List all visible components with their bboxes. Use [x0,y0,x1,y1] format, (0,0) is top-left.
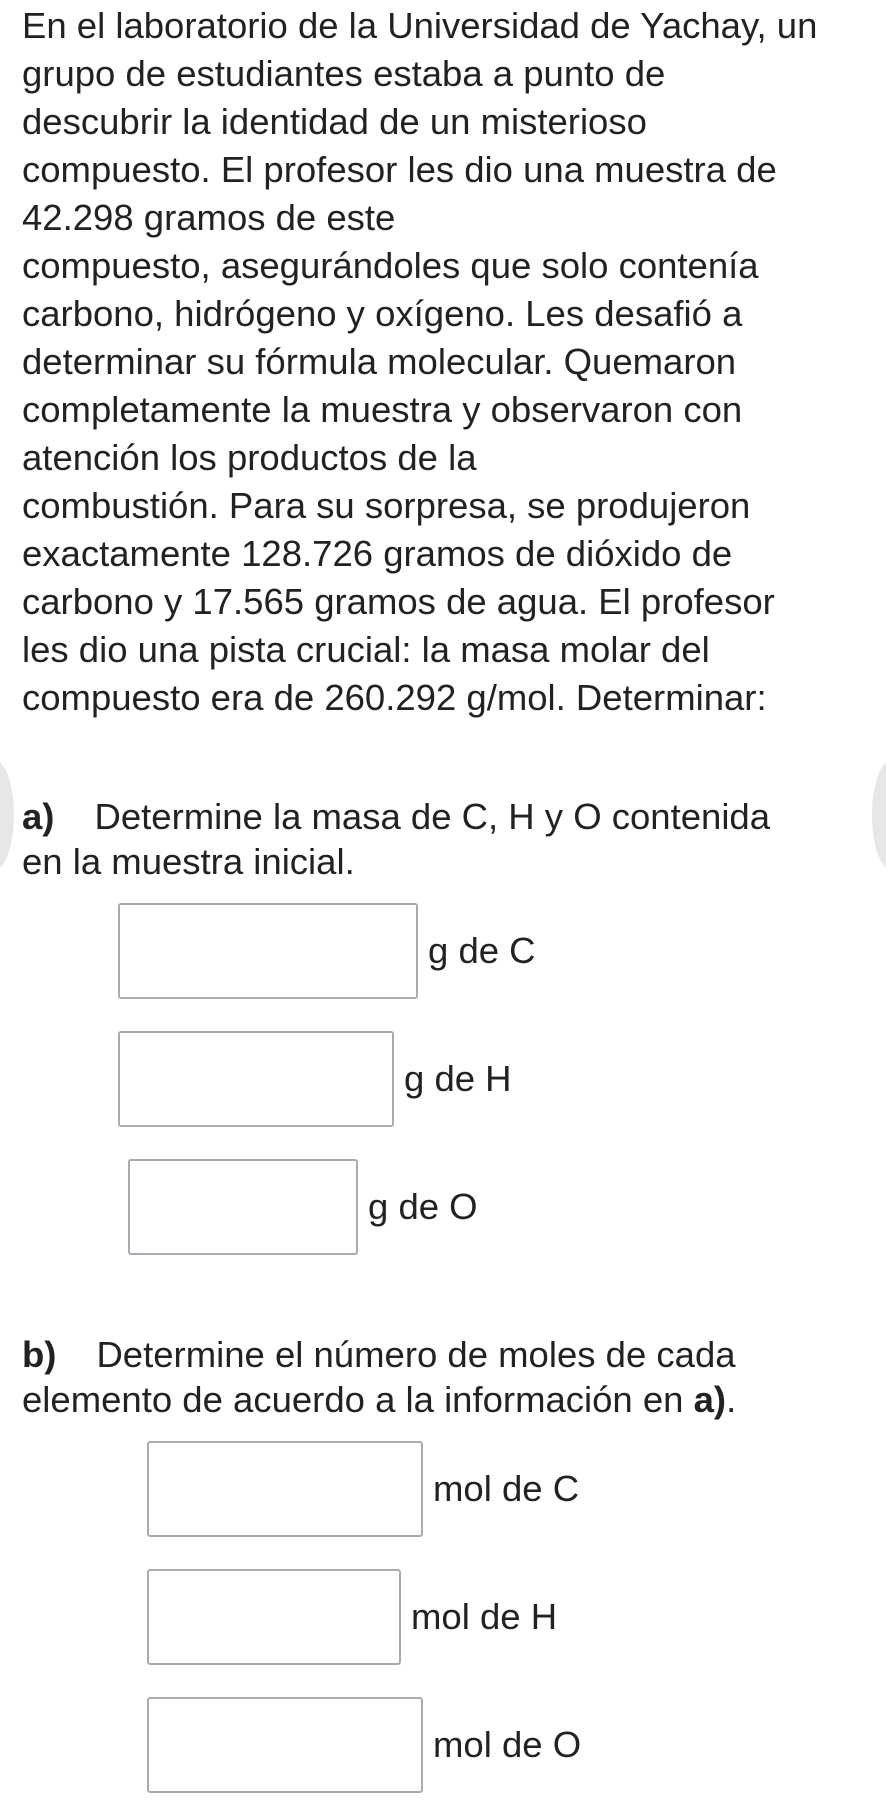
statement-line: completamente la muestra y observaron con [22,389,743,430]
moles-hydrogen-input[interactable] [147,1569,401,1665]
statement-line: compuesto era de 260.292 g/mol. Determinar: [22,677,767,718]
answer-row-mol-o [147,1697,581,1793]
problem-statement [22,2,872,722]
statement-line: 42.298 gramos de este [22,197,396,238]
question-b-text: Determine el número de moles de cada [96,1334,736,1375]
statement-line: carbono, hidrógeno y oxígeno. Les desafió a [22,293,743,334]
moles-hydrogen-unit: mol de H [411,1596,558,1637]
statement-line: carbono y 17.565 gramos de agua. El profesor [22,581,775,622]
statement-line: compuesto, asegurándoles que solo contenía [22,245,759,286]
mass-hydrogen-input[interactable] [118,1031,394,1127]
moles-oxygen-input[interactable] [147,1697,423,1793]
statement-line: atención los productos de la [22,437,477,478]
statement-line: combustión. Para su sorpresa, se produjeron [22,485,751,526]
answer-row-g-c [118,903,536,999]
question-a-text: Determine la masa de C, H y O contenida [94,796,771,837]
answer-row-g-h [118,1031,512,1127]
mass-oxygen-input[interactable] [128,1159,358,1255]
statement-line: grupo de estudiantes estaba a punto de [22,53,666,94]
question-b-reference: a) [693,1379,727,1420]
answer-row-mol-c [147,1441,579,1537]
answer-row-g-o [128,1159,478,1255]
statement-line: les dio una pista crucial: la masa molar del [22,629,710,670]
left-scroll-shadow [0,760,14,870]
mass-hydrogen-unit: g de H [404,1058,512,1099]
statement-line: En el laboratorio de la Universidad de Yachay, un [22,5,818,46]
question-a-letter: a) [22,796,55,837]
question-b-letter: b) [22,1334,57,1375]
right-scroll-shadow [872,760,886,870]
answer-row-mol-h [147,1569,557,1665]
question-a-text-continued: en la muestra inicial. [22,841,355,882]
mass-carbon-input[interactable] [118,903,418,999]
statement-line: descubrir la identidad de un misterioso [22,101,647,142]
question-a [22,794,872,884]
question-b-text-continued: elemento de acuerdo a la información en [22,1379,694,1420]
moles-carbon-unit: mol de C [433,1468,580,1509]
mass-carbon-unit: g de C [428,930,536,971]
statement-line: exactamente 128.726 gramos de dióxido de [22,533,733,574]
question-b-period: . [726,1379,737,1420]
mass-oxygen-unit: g de O [368,1186,478,1227]
statement-line: determinar su fórmula molecular. Quemaron [22,341,737,382]
statement-line: compuesto. El profesor les dio una muestra de [22,149,777,190]
moles-oxygen-unit: mol de O [433,1724,582,1765]
moles-carbon-input[interactable] [147,1441,423,1537]
question-b [22,1332,872,1422]
